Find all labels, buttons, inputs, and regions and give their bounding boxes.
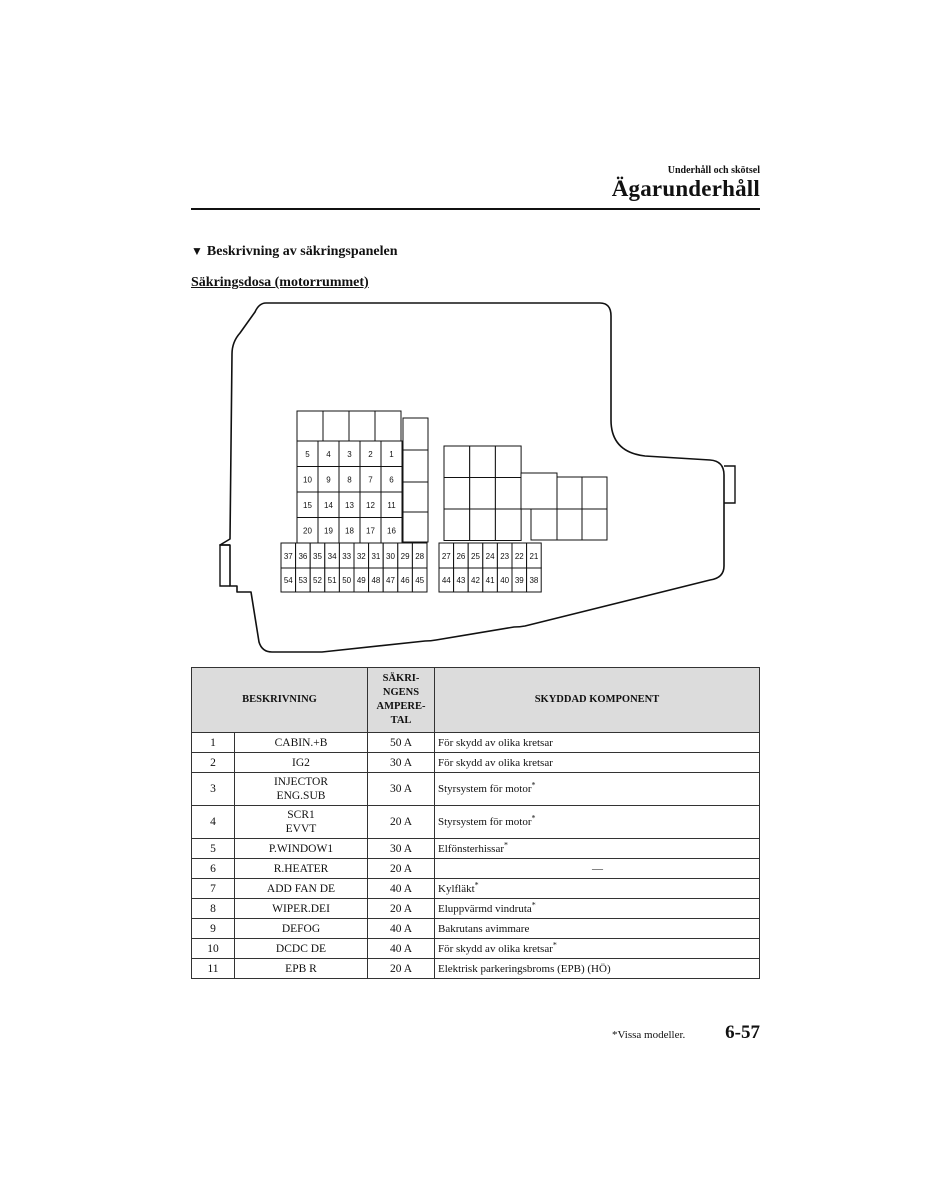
fuse-description-cell: [235, 959, 368, 979]
footnote-marker: *: [552, 939, 557, 949]
fuse-slot-label: 46: [400, 576, 410, 585]
connector-tab-left: [220, 545, 230, 586]
fuse-number-cell: 1: [192, 733, 235, 753]
fuse-slot-label: 50: [342, 576, 352, 585]
fuse-slot-label: 31: [371, 552, 381, 561]
fuse-description-cell: [235, 773, 368, 806]
footnote-marker: *: [531, 899, 536, 909]
table-row: [192, 899, 760, 919]
fuse-slot-label: 4: [326, 450, 331, 459]
fuse-amperage-cell: 40 A: [368, 919, 435, 939]
fuse-description-cell: [235, 919, 368, 939]
fuse-number-cell: 8: [192, 899, 235, 919]
fuse-slot: [444, 446, 470, 478]
protected-component-text: Eluppvärmd vindruta: [438, 902, 532, 915]
fuse-slot-label: 43: [456, 576, 466, 585]
fuse-slot-label: 42: [471, 576, 480, 585]
table-row: [192, 919, 760, 939]
fuse-slot-label: 45: [415, 576, 425, 585]
fuse-amperage-cell: 40 A: [368, 879, 435, 899]
fuse-slot-label: 39: [514, 576, 524, 585]
fuse-slot-label: 13: [345, 501, 354, 510]
fuse-slot-label: 40: [500, 576, 510, 585]
table-row: [192, 879, 760, 899]
fuse-slot-label: 8: [347, 475, 352, 485]
fuse-slot: [375, 411, 401, 441]
fuse-amperage-cell: 20 A: [368, 806, 435, 839]
subheading: Säkringsdosa (motorrummet): [191, 275, 369, 290]
fuse-slot: [582, 477, 607, 509]
table-header-row: [192, 668, 760, 733]
footnote: *Vissa modeller.: [612, 1029, 686, 1041]
section-label: Underhåll och skötsel: [667, 165, 760, 176]
fuse-slot-label: 30: [386, 552, 395, 561]
fuse-slot: [470, 446, 496, 478]
fuse-slot-label: 32: [356, 552, 366, 561]
fuse-slot: [531, 509, 557, 540]
fuse-slot-label: 35: [313, 552, 322, 561]
fuse-description-cell: [235, 839, 368, 859]
fuse-slot-label: 44: [441, 576, 451, 585]
protected-component-cell: [435, 959, 760, 979]
page-number: 6-57: [725, 1022, 760, 1043]
fuse-amperage-cell: 20 A: [368, 859, 435, 879]
protected-component-text: Elektrisk parkeringsbroms (EPB) (HÖ): [438, 962, 611, 975]
fuse-slot: [403, 512, 428, 542]
fuse-description-line: IG2: [292, 756, 310, 769]
fuse-slot: [495, 478, 521, 510]
fuse-slot-label: 52: [313, 576, 322, 585]
fuse-description-line: P.WINDOW1: [268, 842, 334, 855]
protected-component-cell: [435, 753, 760, 773]
table-row: [192, 939, 760, 959]
col-header-amperage: [368, 668, 435, 733]
fuse-description-line: DCDC DE: [275, 942, 327, 955]
fuse-slot-label: 20: [303, 526, 312, 536]
fuse-slot-label: 53: [298, 576, 308, 585]
fuse-slot-label: 12: [366, 501, 375, 510]
fuse-description-line: ADD FAN DE: [266, 882, 336, 895]
protected-component-text: För skydd av olika kretsar: [438, 942, 553, 955]
protected-component-cell: [435, 773, 760, 806]
fuse-description-cell: [235, 899, 368, 919]
fuse-description-line: ENG.SUB: [276, 790, 326, 802]
fuse-slot-label: 6: [389, 475, 394, 485]
fuse-description-line: WIPER.DEI: [272, 902, 330, 915]
fuse-number-cell: 9: [192, 919, 235, 939]
protected-component-cell: [435, 859, 760, 879]
fuse-amperage-cell: 20 A: [368, 959, 435, 979]
footnote-marker: *: [474, 879, 479, 889]
fuse-description-cell: [235, 806, 368, 839]
fuse-slot-label: 15: [303, 501, 312, 510]
fuse-slot-label: 33: [342, 552, 352, 561]
fuse-table: [191, 667, 760, 979]
protected-component-cell: [435, 899, 760, 919]
col-header-description: BESKRIVNING: [192, 668, 368, 733]
fuse-slot-label: 54: [283, 576, 293, 585]
fuse-slot-label: 51: [327, 576, 337, 585]
fuse-description-cell: [235, 753, 368, 773]
fuse-amperage-cell: 30 A: [368, 773, 435, 806]
fuse-slot-label: 5: [305, 450, 310, 459]
table-row: [192, 839, 760, 859]
fuse-slot-label: 29: [400, 552, 410, 561]
fuse-slot-label: 48: [371, 576, 381, 585]
fuse-slot: [470, 478, 496, 510]
protected-component-text: För skydd av olika kretsar: [438, 736, 553, 749]
protected-component-text: Styrsystem för motor: [438, 816, 532, 828]
fuse-slot: [495, 446, 521, 478]
fuse-slot: [297, 411, 323, 441]
fuse-number-cell: 3: [192, 773, 235, 806]
protected-component-cell: [435, 839, 760, 859]
table-row: [192, 959, 760, 979]
amperage-header-line: TAL: [390, 715, 412, 726]
section-heading-text: Beskrivning av säkringspanelen: [206, 244, 398, 259]
fuse-slot-label: 19: [324, 526, 333, 536]
fuse-slot: [444, 509, 470, 541]
fuse-slot-label: 1: [389, 450, 394, 459]
protected-component-text: Kylfläkt: [438, 882, 475, 895]
fuse-slot-label: 36: [298, 552, 308, 561]
fuse-description-cell: [235, 733, 368, 753]
fuse-slot: [521, 473, 557, 509]
protected-component-text: —: [592, 862, 603, 875]
col-header-component: SKYDDAD KOMPONENT: [435, 668, 760, 733]
fuse-slot: [557, 477, 582, 509]
fuse-slot-label: 21: [529, 552, 539, 561]
table-row: [192, 753, 760, 773]
connector-tab-right: [724, 466, 735, 503]
fuse-slot-label: 11: [387, 501, 396, 510]
fuse-slot: [349, 411, 375, 441]
fuse-description-cell: [235, 859, 368, 879]
chapter-title: Ägarunderhåll: [611, 176, 760, 201]
protected-component-text: Styrsystem för motor: [438, 783, 532, 795]
protected-component-cell: [435, 919, 760, 939]
protected-component-cell: [435, 879, 760, 899]
fuse-slot-label: 17: [366, 526, 375, 536]
fuse-slot: [557, 509, 582, 540]
fuse-slot-label: 24: [485, 552, 495, 561]
fuse-amperage-cell: 20 A: [368, 899, 435, 919]
protected-component-text: Bakrutans avimmare: [438, 922, 530, 935]
table-row: [192, 733, 760, 753]
fuse-slot-label: 37: [283, 552, 293, 561]
fuse-slot-label: 27: [441, 552, 451, 561]
fuse-slot: [470, 509, 496, 541]
protected-component-cell: [435, 939, 760, 959]
triangle-marker-icon: ▼: [191, 244, 203, 258]
fuse-description-line: EVVT: [285, 823, 317, 835]
protected-component-cell: [435, 806, 760, 839]
fuse-description-line: DEFOG: [281, 922, 321, 935]
protected-component-text: För skydd av olika kretsar: [438, 756, 553, 769]
fuse-description-cell: [235, 879, 368, 899]
fuse-amperage-cell: 50 A: [368, 733, 435, 753]
fuse-slot-label: 14: [324, 501, 333, 510]
fuse-slot: [444, 478, 470, 510]
fuse-slot-label: 34: [327, 552, 337, 561]
fuse-slot-label: 22: [514, 552, 524, 561]
fuse-slot-label: 2: [368, 450, 373, 459]
table-row: [192, 806, 760, 839]
fuse-number-cell: 4: [192, 806, 235, 839]
fuse-slot-label: 16: [387, 526, 396, 536]
amperage-header-line: SÄKRI-: [382, 673, 420, 684]
fuse-slot: [403, 482, 428, 512]
fuse-description-line: CABIN.+B: [274, 736, 328, 749]
fuse-slot-label: 26: [456, 552, 466, 561]
fuse-slot-label: 38: [529, 576, 539, 585]
fuse-slot: [403, 450, 428, 482]
fuse-slot-label: 18: [345, 526, 354, 536]
fuse-number-cell: 5: [192, 839, 235, 859]
footnote-marker: *: [531, 780, 536, 790]
fuse-amperage-cell: 30 A: [368, 839, 435, 859]
fuse-amperage-cell: 40 A: [368, 939, 435, 959]
fuse-slot-label: 47: [386, 576, 395, 585]
fuse-slot-label: 41: [485, 576, 495, 585]
fuse-slot-label: 49: [356, 576, 366, 585]
fuse-amperage-cell: 30 A: [368, 753, 435, 773]
fuse-slot-label: 23: [500, 552, 510, 561]
footnote-marker: *: [503, 839, 508, 849]
fuse-table-body: [192, 733, 760, 979]
amperage-header-line: NGENS: [382, 687, 420, 698]
fuse-slot: [403, 418, 428, 450]
fuse-slot-label: 9: [326, 475, 331, 485]
fuse-description-line: EPB R: [285, 962, 317, 975]
table-row: [192, 773, 760, 806]
fuse-description-line: SCR1: [287, 809, 315, 821]
fuse-number-cell: 7: [192, 879, 235, 899]
fuse-description-line: INJECTOR: [273, 776, 329, 788]
fuse-number-cell: 2: [192, 753, 235, 773]
fuse-slot: [495, 509, 521, 541]
fuse-slot-label: 7: [368, 475, 373, 485]
fuse-slot: [582, 509, 607, 540]
table-row: [192, 859, 760, 879]
fuse-slot-label: 3: [347, 450, 352, 459]
fuse-number-cell: 11: [192, 959, 235, 979]
protected-component-cell: [435, 733, 760, 753]
fuse-description-cell: [235, 939, 368, 959]
amperage-header-line: AMPERE-: [376, 701, 426, 712]
fuse-description-line: R.HEATER: [273, 862, 329, 875]
protected-component-text: Elfönsterhissar: [438, 842, 504, 855]
fuse-slot-label: 28: [415, 552, 425, 561]
fuse-slot-label: 10: [303, 475, 312, 485]
fuse-slot: [323, 411, 349, 441]
fuse-number-cell: 10: [192, 939, 235, 959]
footnote-marker: *: [531, 813, 536, 823]
fuse-number-cell: 6: [192, 859, 235, 879]
fuse-slot-label: 25: [471, 552, 480, 561]
